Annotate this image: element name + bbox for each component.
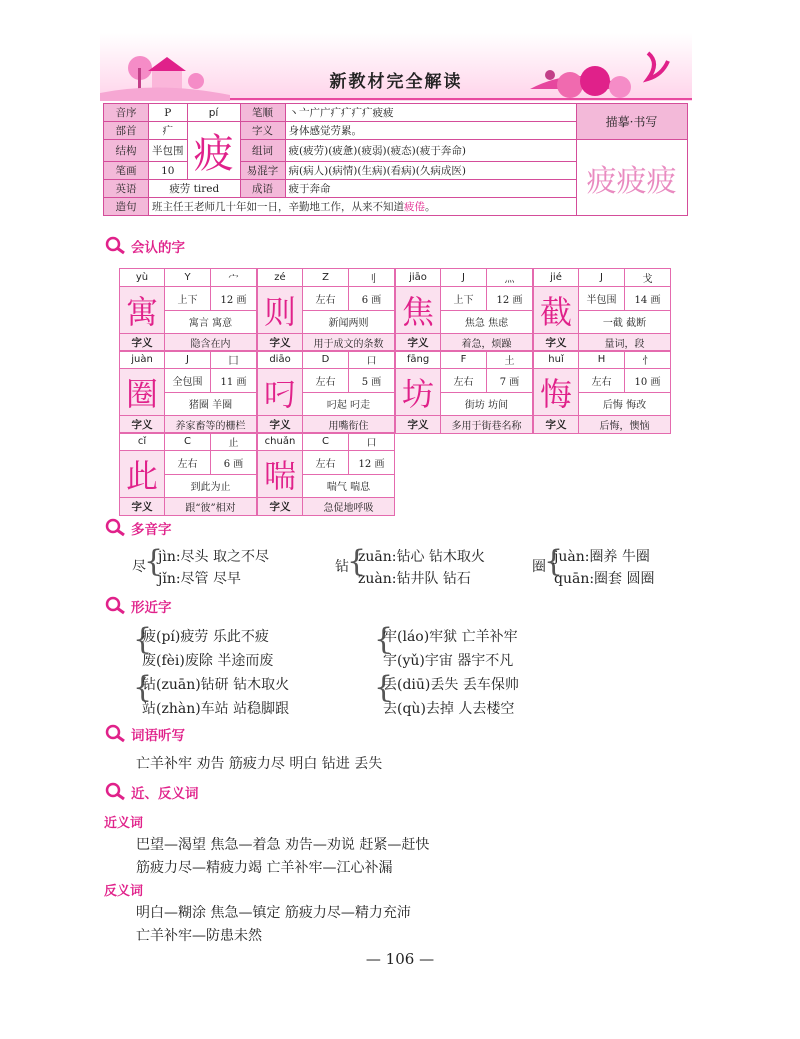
bushou-value: 疒 [149, 122, 188, 140]
yihun-value: 病(病人)(病情)(生病)(看病)(久病成医) [285, 162, 576, 180]
polyphone-char: 尽 [132, 559, 146, 575]
char-bihua: 5 画 [349, 369, 395, 393]
zaoju-text: 班主任王老师几十年如一日，辛勤地工作，从来不知道 [152, 201, 404, 213]
polyphone-line: jìn:尽头 取之不尽 [158, 549, 270, 565]
section-recognize [105, 236, 185, 256]
magnifier-icon [105, 782, 127, 802]
char-bushou: 忄 [625, 351, 671, 369]
recognize-card [395, 268, 533, 352]
char-ziyi: 养家畜等的栅栏 [165, 416, 257, 434]
char-yinxu: F [441, 351, 487, 369]
char-pinyin: juàn [120, 351, 165, 369]
char-pinyin: chuǎn [258, 433, 303, 451]
antonym-line: 亡羊补牢—防患未然 [136, 928, 262, 944]
ziyi-label: 字义 [258, 498, 303, 516]
brace: { [144, 544, 164, 579]
char-ziyi: 隐含在内 [165, 334, 257, 352]
similar-line: 宇(yǔ)宇宙 器宇不凡 [383, 653, 514, 669]
recognize-card [257, 350, 395, 434]
char-bihua: 6 画 [349, 287, 395, 311]
synonym-line: 巴望—渴望 焦急—着急 劝告—劝说 赶紧—赶快 [136, 837, 430, 853]
char-words: 喘气 喘息 [303, 474, 395, 498]
char-big: 坊 [396, 369, 441, 416]
polyphone-line: zuān:钻心 钻木取火 [358, 549, 485, 565]
char-bushou: 囗 [211, 351, 257, 369]
zaoju-value [149, 198, 577, 216]
brace: { [133, 670, 153, 705]
char-words: 焦急 焦虑 [441, 310, 533, 334]
char-words: 猪圈 羊圈 [165, 392, 257, 416]
recognize-card [257, 268, 395, 352]
char-jiegou: 左右 [303, 369, 349, 393]
antonym-line: 明白—糊涂 焦急—镇定 筋疲力尽—精力充沛 [136, 905, 411, 921]
bishun-value: 丶亠广广疒疒疒疒疲疲 [285, 104, 576, 122]
label-yihun: 易混字 [240, 162, 285, 180]
char-pinyin: huǐ [534, 351, 579, 369]
page-header-title: 新教材完全解读 [329, 72, 463, 92]
similar-line: 去(qù)去掉 人去楼空 [383, 701, 515, 717]
ziyi-label: 字义 [120, 334, 165, 352]
brace: { [544, 544, 564, 579]
char-pinyin: jiāo [396, 269, 441, 287]
magnifier-icon [105, 724, 127, 744]
char-bushou: 土 [487, 351, 533, 369]
char-big: 圈 [120, 369, 165, 416]
dictation-words: 亡羊补牢 劝告 筋疲力尽 明白 钻进 丢失 [136, 756, 383, 772]
char-bushou: 灬 [487, 269, 533, 287]
write-title: 描摹·书写 [576, 104, 687, 140]
label-bishun: 笔顺 [240, 104, 285, 122]
polyphone-line: quān:圈套 圆圈 [554, 571, 655, 587]
char-ziyi: 急促地呼吸 [303, 498, 395, 516]
section-polyphone [105, 518, 172, 538]
char-big: 寓 [120, 287, 165, 334]
zaoju-highlight: 疲倦 [404, 201, 425, 213]
polyphone-line: juàn:圈养 牛圈 [554, 549, 650, 565]
char-bushou: 口 [349, 351, 395, 369]
recognize-card [533, 268, 671, 352]
char-pinyin: zé [258, 269, 303, 287]
char-jiegou: 左右 [165, 451, 211, 475]
synonym-label: 近义词 [104, 816, 144, 831]
char-pinyin: cǐ [120, 433, 165, 451]
label-zaoju: 造句 [104, 198, 149, 216]
page-number: — 106 — [365, 950, 435, 968]
yinxu-value: P [149, 104, 188, 122]
magnifier-icon [105, 596, 127, 616]
recognize-card [119, 268, 257, 352]
char-big: 叼 [258, 369, 303, 416]
section-title: 会认的字 [131, 240, 185, 256]
char-ziyi: 着急，烦躁 [441, 334, 533, 352]
char-big: 截 [534, 287, 579, 334]
char-bihua: 11 画 [211, 369, 257, 393]
char-bushou: 止 [211, 433, 257, 451]
char-jiegou: 全包围 [165, 369, 211, 393]
recognize-card [119, 350, 257, 434]
polyphone-char: 圈 [532, 559, 546, 575]
ziyi-label: 字义 [534, 416, 579, 434]
main-char: 疲 [187, 122, 240, 180]
section-dictation [105, 724, 185, 744]
main-char-table [103, 103, 688, 216]
magnifier-icon [105, 518, 127, 538]
ziyi-label: 字义 [258, 416, 303, 434]
header-banner [100, 33, 692, 101]
english-value: 疲劳 tired [149, 180, 241, 198]
char-bushou: 刂 [349, 269, 395, 287]
label-english: 英语 [104, 180, 149, 198]
ziyi-label: 字义 [396, 334, 441, 352]
brace: { [347, 544, 367, 579]
write-char: 疲 [646, 163, 677, 199]
char-yinxu: H [579, 351, 625, 369]
char-jiegou: 左右 [303, 451, 349, 475]
char-bihua: 12 画 [487, 287, 533, 311]
label-zuci: 组词 [240, 140, 285, 162]
write-char: 疲 [616, 163, 647, 199]
char-yinxu: J [579, 269, 625, 287]
chengyu-value: 疲于奔命 [285, 180, 576, 198]
char-words: 后悔 悔改 [579, 392, 671, 416]
char-bihua: 7 画 [487, 369, 533, 393]
jiegou-value: 半包围 [149, 140, 188, 162]
ziyi-label: 字义 [258, 334, 303, 352]
char-jiegou: 左右 [303, 287, 349, 311]
label-yinxu: 音序 [104, 104, 149, 122]
recognize-card [395, 350, 533, 434]
char-bihua: 10 画 [625, 369, 671, 393]
char-yinxu: Z [303, 269, 349, 287]
char-bihua: 14 画 [625, 287, 671, 311]
char-bushou: 宀 [211, 269, 257, 287]
recognize-card [119, 432, 257, 516]
char-ziyi: 后悔，懊恼 [579, 416, 671, 434]
brace: { [374, 622, 394, 657]
ziyi-label: 字义 [396, 416, 441, 434]
char-ziyi: 量词，段 [579, 334, 671, 352]
char-bihua: 12 画 [211, 287, 257, 311]
char-pinyin: jié [534, 269, 579, 287]
char-bushou: 口 [349, 433, 395, 451]
synonym-line: 筋疲力尽—精疲力竭 亡羊补牢—江心补漏 [136, 860, 393, 876]
char-jiegou: 上下 [441, 287, 487, 311]
zuci-value: 疲(疲劳)(疲惫)(疲弱)(疲态)(疲于奔命) [285, 140, 576, 162]
char-words: 叼起 叼走 [303, 392, 395, 416]
similar-line: 疲(pí)疲劳 乐此不疲 [142, 629, 269, 645]
section-title: 词语听写 [131, 728, 185, 744]
char-words: 一截 截断 [579, 310, 671, 334]
ziyi-value: 身体感觉劳累。 [285, 122, 576, 140]
char-big: 此 [120, 451, 165, 498]
char-yinxu: J [165, 351, 211, 369]
char-pinyin: diāo [258, 351, 303, 369]
char-words: 到此为止 [165, 474, 257, 498]
char-ziyi: 跟“彼”相对 [165, 498, 257, 516]
zaoju-end: 。 [425, 201, 436, 213]
label-ziyi: 字义 [240, 122, 285, 140]
polyphone-line: zuàn:钻井队 钻石 [358, 571, 471, 587]
ziyi-label: 字义 [120, 416, 165, 434]
char-words: 寓言 寓意 [165, 310, 257, 334]
bihua-value: 10 [149, 162, 188, 180]
char-words: 街坊 坊间 [441, 392, 533, 416]
char-big: 则 [258, 287, 303, 334]
similar-line: 丢(diū)丢失 丢车保帅 [383, 677, 519, 693]
char-big: 悔 [534, 369, 579, 416]
char-yinxu: J [441, 269, 487, 287]
label-chengyu: 成语 [240, 180, 285, 198]
write-char: 疲 [586, 163, 617, 199]
char-yinxu: D [303, 351, 349, 369]
char-jiegou: 左右 [579, 369, 625, 393]
char-bihua: 12 画 [349, 451, 395, 475]
section-synant [105, 782, 199, 802]
label-bihua: 笔画 [104, 162, 149, 180]
similar-line: 站(zhàn)车站 站稳脚跟 [142, 701, 290, 717]
polyphone-line: jǐn:尽管 尽早 [158, 571, 242, 587]
recognize-card [533, 350, 671, 434]
section-similar [105, 596, 172, 616]
magnifier-icon [105, 236, 127, 256]
brace: { [133, 622, 153, 657]
char-pinyin: fāng [396, 351, 441, 369]
char-yinxu: C [303, 433, 349, 451]
brace: { [374, 670, 394, 705]
char-ziyi: 用嘴衔住 [303, 416, 395, 434]
char-yinxu: C [165, 433, 211, 451]
char-ziyi: 用于成文的条数 [303, 334, 395, 352]
similar-line: 废(fèi)废除 半途而废 [142, 653, 274, 669]
char-bushou: 戈 [625, 269, 671, 287]
write-box [576, 140, 687, 216]
polyphone-char: 钻 [335, 559, 349, 575]
char-jiegou: 上下 [165, 287, 211, 311]
char-words: 新闻两则 [303, 310, 395, 334]
label-jiegou: 结构 [104, 140, 149, 162]
pinyin-value: pí [187, 104, 240, 122]
char-yinxu: Y [165, 269, 211, 287]
section-title: 多音字 [131, 522, 172, 538]
antonym-label: 反义词 [104, 884, 144, 899]
label-bushou: 部首 [104, 122, 149, 140]
recognize-card [257, 432, 395, 516]
ziyi-label: 字义 [534, 334, 579, 352]
char-big: 焦 [396, 287, 441, 334]
section-title: 形近字 [131, 600, 172, 616]
char-big: 喘 [258, 451, 303, 498]
char-pinyin: yù [120, 269, 165, 287]
char-jiegou: 半包围 [579, 287, 625, 311]
similar-line: 牢(láo)牢狱 亡羊补牢 [383, 629, 518, 645]
char-jiegou: 左右 [441, 369, 487, 393]
char-bihua: 6 画 [211, 451, 257, 475]
similar-line: 钻(zuān)钻研 钻木取火 [142, 677, 290, 693]
section-title: 近、反义词 [131, 786, 199, 802]
char-ziyi: 多用于街巷名称 [441, 416, 533, 434]
ziyi-label: 字义 [120, 498, 165, 516]
